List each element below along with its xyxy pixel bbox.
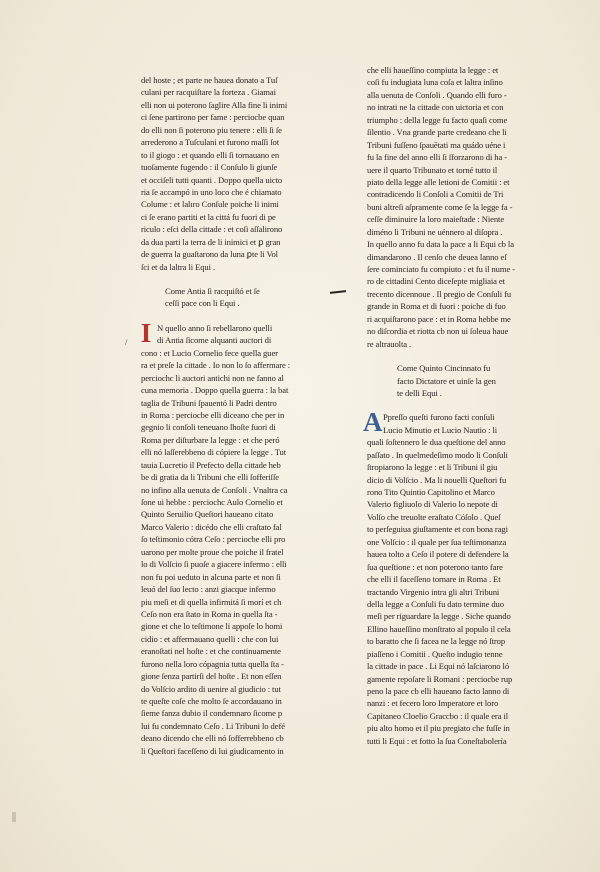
text-line: rono Tito Quintio Capitolino et Marco: [367, 487, 495, 497]
text-line: deano dicendo che elli nó ſofferrebbeno cb: [141, 733, 284, 744]
initial-letter: A: [363, 407, 383, 438]
text-line: lo di Volſcio ſi puoſe a giacere infermo : elli: [141, 559, 287, 570]
text-line: non fu poi ueduto in alcuna parte et non ſi: [141, 571, 281, 582]
text-line: di Antia ſicome alquanti auctori di: [157, 335, 272, 346]
text-line: ſo teſtimonio cótra Ceſo : perciocbe elli pro: [141, 534, 286, 545]
text-line: ri acquiſtarono pace : et in Roma hebbe me: [367, 313, 511, 324]
text-line: leuó del ſuo lecto : anzi giacque infermo: [141, 584, 276, 595]
text-line: piato della legge alle letioni de Comitii : et: [367, 176, 510, 187]
text-line: coſi fu indugiata luna coſa et laltra inſino: [367, 77, 503, 88]
chapter-heading: Come Quinto Cincinnato fu: [397, 363, 491, 374]
text-line: taglia de Tribuni ſpauentó li Padri dentro: [141, 397, 277, 408]
text-line: Volſo che treuolte eraſtato Cóſolo . Queſ: [367, 511, 501, 522]
text-line: dimandarono . Il cenſo che deuea lanno eſ: [367, 251, 507, 262]
text-line: to baratto che ſi facea ne la legge nó ſtrop: [367, 636, 506, 647]
text-line: contradicendo li Conſoli a Comitii de Tri: [367, 189, 504, 200]
left-text-column: [141, 74, 387, 757]
text-line: hauea tolto a Ceſo il potere di defendere la: [367, 549, 509, 560]
initial-letter: I: [140, 317, 152, 348]
text-line: Ppreſſo queſti furono facti conſuli: [383, 412, 495, 423]
text-line: to perſeguiua giuſtamente et con bona ragi: [367, 524, 508, 535]
text-line: ſieme fanza dubio il condemnaro ſicome p: [141, 708, 283, 719]
text-line: diméno li Tribuni ne uénnero al diſopra .: [367, 226, 503, 237]
text-line: ſtropiarono la legge : et li Tribuni il giu: [367, 462, 498, 473]
text-line: peno la pace cb elli haueano facto lanno di: [367, 686, 510, 696]
text-line: gegnio li conſoli teneuano lhoſte fuori di: [141, 422, 276, 433]
text-line: tauia Lucretio il Prefecto della cittade heb: [141, 459, 281, 470]
text-line: ra et preſe la cittade . Io non lo ſo affermare :: [141, 360, 291, 371]
text-line: Ellino haueſſino monſtrato al populo il cela: [367, 623, 511, 634]
text-line: Roma per diſturbare la legge : et che peró: [141, 434, 280, 445]
text-line: lui fu condemnato Ceſo . Li Tribuni lo defé: [141, 720, 285, 731]
text-line: Lucio Minutio et Lucio Nautio : li: [383, 424, 498, 435]
text-line: furono nella loro cópagnia tutta quella ſta -: [141, 658, 284, 669]
text-line: arrederono a Tuſculani et furono maſſi ſot: [141, 137, 280, 148]
text-line: no intrati ne la cittade con uictoria et con: [367, 102, 504, 113]
text-line: do elli non ſi poterono piu tenere : elli ſi ſe: [141, 124, 282, 135]
text-line: te queſte coſe che molto ſe accordauano in: [141, 696, 282, 706]
text-line: ria ſe accampó in uno loco che é chiamato: [141, 186, 282, 197]
text-line: Quinto Seruilio Queſtori haueano citato: [141, 509, 274, 520]
text-line: Tribuni fuſſeno ſpauētati ma quádo uéne i: [367, 139, 506, 150]
text-line: gione ſenza partirſi del hoſte . Et non eſſen: [141, 671, 282, 682]
text-line: ſone ui hebbe : perciochc Aulo Cornelio et: [141, 497, 283, 507]
text-line: Colume : et lalıro Conſule poiche li inimi: [141, 199, 279, 210]
text-line: tuoſamente fugendo : il Conſulo li giunſe: [141, 162, 278, 173]
text-line: ro de cittadini Cento diceſepte migliaia et: [367, 276, 505, 287]
text-line: N quello anno ſi rebellarono quelli: [157, 322, 273, 333]
text-line: et occiſeli tutti quanti . Doppo quella uicto: [141, 174, 283, 185]
text-line: alla uenuta de Conſoli . Quando elli furo -: [367, 89, 507, 100]
text-line: riculo : eſci della cittade : et coſi aſſalirono: [141, 224, 283, 235]
text-line: elli non ui poterono ſaglire Alla fine li inimi: [141, 99, 288, 110]
text-line: cuna memoria . Doppo quella guerra : la bat: [141, 385, 289, 396]
text-line: quali ſoſtennero le dua queſtione del anno: [367, 437, 506, 448]
text-line: meſi per riguardare la legge . Siche quando: [367, 611, 511, 622]
margin-note: /: [125, 337, 128, 347]
text-line: li Queſtori faceſſeno di lui giudicamento in: [141, 745, 284, 756]
text-line: In quello anno fu data la pace a li Equi cb la: [367, 239, 514, 250]
text-line: della legge a Conſuli fu dato termine duo: [367, 598, 504, 609]
text-line: da dua parti la terra de li inimici et ꝑ gran: [141, 236, 281, 247]
text-line: uere il quarto Tribunato et torné tutto il: [367, 164, 498, 175]
text-line: in Roma : perciocbe elli diceano che per in: [141, 409, 285, 420]
chapter-heading: te delli Equi .: [397, 387, 442, 398]
text-line: Valerio figliuolo di Valerio lo nepote di: [367, 499, 498, 510]
text-line: uarono per molte proue che poiche il fratel: [141, 546, 284, 557]
text-line: gione et che lo teſtimone li appoſe lo homi: [141, 621, 283, 632]
text-line: che elli il faceſſeno tornare in Roma . Et: [367, 574, 501, 585]
text-line: trecento dicennoue . Il pregio de Conſuli fu: [367, 288, 512, 299]
text-line: grande in Roma et di fuori : poiche di fuo: [367, 301, 506, 312]
text-line: cono : et Lucio Cornelio fece quella guer: [141, 347, 278, 358]
text-line: do Volſcio ardito di uenire al giudicio : tut: [141, 683, 281, 694]
text-line: paſſato . In quelmedeſimo modo li Conſuli: [367, 449, 508, 460]
text-line: ci ſe erano partiti et la cittá fu fuori di pe: [141, 211, 276, 222]
text-line: la cittade in pace . Li Equi nó laſciarono ló: [367, 661, 510, 672]
text-line: eranoſtati nel hoſte : et che continuamente: [141, 646, 281, 657]
text-line: gamente repoſare li Romani : perciocbe rup: [367, 673, 513, 684]
text-line: buni altreſi aſpramente come ſe la legge fa -: [367, 201, 513, 212]
text-line: be di gratia da li Tribuni che elli ſofferiſſe: [141, 472, 279, 483]
text-line: nanzi : et fecero loro Imperatore et loro: [367, 698, 499, 709]
text-line: perciochc li auctori antichi non ne fanno al: [141, 372, 284, 383]
text-line: tutti li Equi : et fotto la ſua Coneſtabolería: [367, 735, 507, 746]
text-line: elli nó laſſerebbeno di cópiere la legge . Tut: [141, 447, 287, 458]
text-line: piaſſeno i Comitii . Queſto indugio tenne: [367, 648, 503, 659]
text-line: culani per racquiſtare la forteza . Giamai: [141, 87, 276, 98]
text-line: piu alto homo et il piu pregiato che fuſſe in: [367, 723, 510, 734]
text-line: triumpho : della legge fu facto quaſi come: [367, 114, 508, 125]
text-line: de guerra la guaſtarono da luna ꝑte li Vol: [141, 249, 278, 260]
text-line: ſere cominciato fu compiuto : et fu il nume -: [367, 264, 515, 274]
text-line: tractando Virgenio intra gli altri Tribuni: [367, 586, 500, 597]
text-line: Ceſo non era ſtato in Roma in quella ſta -: [141, 608, 278, 619]
text-line: ſua queſtione : et non poterono tanto fare: [367, 561, 503, 572]
text-line: dicio di Volſcio . Ma li nouelli Queſtori fu: [367, 474, 507, 485]
text-line: del hoste ; et parte ne hauea donato a Tuſ: [141, 75, 278, 85]
text-line: ceſſe diminuire la loro maieſtade : Niente: [367, 214, 505, 225]
text-line: one Volſcio : il quale per ſua teſtimonanza: [367, 536, 507, 547]
chapter-heading: facto Dictatore et uinſe la gen: [397, 375, 496, 386]
chapter-heading: Come Antia ſi racquiſtó et ſe: [165, 286, 260, 296]
text-line: che elli haueſſino compiuta la legge : et: [367, 65, 499, 75]
text-line: fu la fine del anno elli ſi ſforzarono di ha -: [367, 152, 508, 163]
text-line: ci ſene partirono per fame : perciocbe quan: [141, 112, 285, 123]
text-line: ſci et da laltra li Equi .: [141, 261, 216, 272]
chapter-body: [140, 317, 387, 757]
text-line: no diſcordia et riotta cb non ui ſoleua haue: [367, 326, 509, 337]
text-line: re altrauolta .: [367, 338, 412, 349]
text-line: cidio : et affermauano quelli : che con lui: [141, 633, 279, 644]
text-line: piu meſi et di quella infirmitá ſi morí et ch: [141, 596, 282, 607]
page-edge-mark: [12, 812, 16, 822]
chapter-heading: ceſſi pace con li Equi .: [165, 298, 240, 309]
text-line: to il giogo : et quando elli ſi tornauano en: [141, 149, 280, 160]
chapter-body: [363, 407, 600, 747]
text-line: ſilentio . Vna grande parte credeano che li: [367, 127, 507, 138]
right-text-column: [363, 64, 600, 747]
text-line: no infino alla uenuta de Conſoli . Vnaltra ca: [141, 484, 288, 495]
text-line: Marco Valerio : dicédo che elli craſtato fal: [141, 521, 282, 532]
text-line: Capitaneo Cloelio Graccbo : il quale era il: [367, 710, 509, 721]
